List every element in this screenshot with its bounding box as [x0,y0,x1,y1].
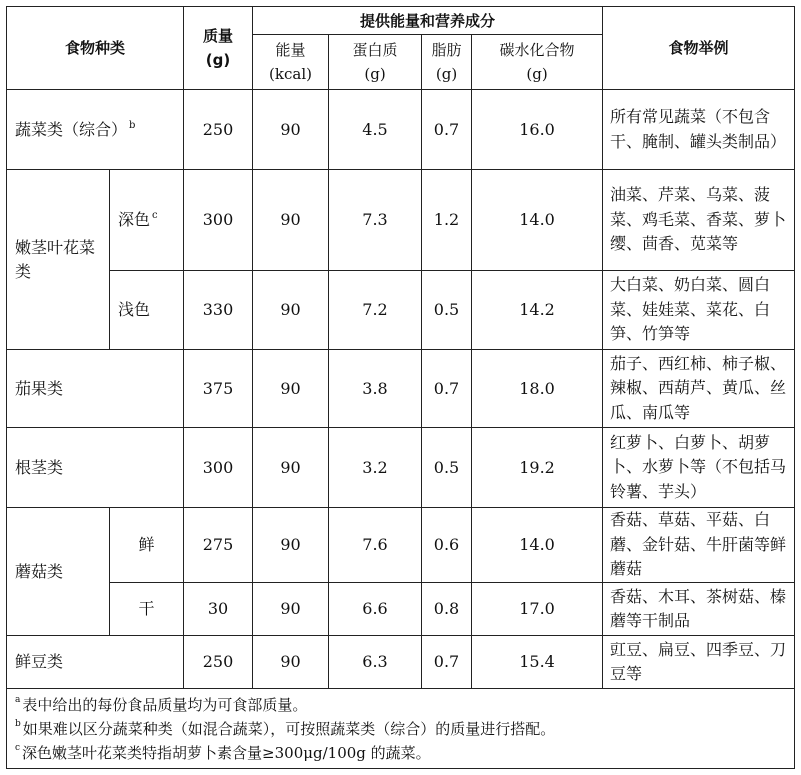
cell-examples: 红萝卜、白萝卜、胡萝卜、水萝卜等（不包括马铃薯、芋头） [603,428,795,508]
cell-examples: 豇豆、扁豆、四季豆、刀豆等 [603,636,795,689]
table-row [7,350,795,428]
footnote-a [15,693,786,717]
row-name-text: 蔬菜类（综合） [15,119,128,139]
cell-energy: 90 [253,508,329,583]
cell-fat: 0.5 [422,271,472,350]
footnotes [7,689,795,769]
header-energy-unit: (kcal) [269,65,312,83]
table-row [7,170,795,271]
header-nutrition-group: 提供能量和营养成分 [253,7,603,35]
cell-carb: 17.0 [472,583,603,636]
cell-examples: 所有常见蔬菜（不包含干、腌制、罐头类制品） [603,90,795,170]
table-row [7,636,795,689]
cell-fat: 0.8 [422,583,472,636]
footnote-mark: b [15,719,21,729]
footnote-mark: c [15,743,21,753]
table-row [7,583,795,636]
row-group-name: 蘑菇类 [7,508,110,636]
row-sub-name: 干 [110,583,184,636]
cell-weight: 250 [184,90,253,170]
vegetable-serving-table [6,6,795,769]
row-sub-name: 鲜 [110,508,184,583]
cell-energy: 90 [253,583,329,636]
header-examples: 食物举例 [603,7,795,90]
table-row [7,271,795,350]
cell-protein: 3.8 [329,350,422,428]
cell-protein: 3.2 [329,428,422,508]
row-sub-text: 深色 [118,210,151,229]
cell-weight: 375 [184,350,253,428]
header-weight [184,7,253,90]
cell-carb: 14.0 [472,170,603,271]
header-row-1 [7,7,795,35]
cell-examples: 茄子、西红柿、柿子椒、辣椒、西葫芦、黄瓜、丝瓜、南瓜等 [603,350,795,428]
cell-examples: 油菜、芹菜、乌菜、菠菜、鸡毛菜、香菜、萝卜缨、茴香、苋菜等 [603,170,795,271]
cell-protein: 7.2 [329,271,422,350]
cell-examples: 香菇、草菇、平菇、白蘑、金针菇、牛肝菌等鲜蘑菇 [603,508,795,583]
cell-fat: 0.5 [422,428,472,508]
header-category: 食物种类 [7,7,184,90]
cell-weight: 275 [184,508,253,583]
footnote-text: 深色嫩茎叶花菜类特指胡萝卜素含量≥300μg/100g 的蔬菜。 [22,744,431,762]
footnote-b [15,717,786,741]
row-name: 茄果类 [7,350,184,428]
header-weight-label: 质量 [203,27,234,45]
cell-energy: 90 [253,170,329,271]
cell-protein: 7.6 [329,508,422,583]
header-energy [253,35,329,90]
row-sub-name: 浅色 [110,271,184,350]
row-group-name: 嫩茎叶花菜类 [7,170,110,350]
cell-energy: 90 [253,350,329,428]
header-protein-label: 蛋白质 [352,41,398,59]
cell-fat: 0.7 [422,350,472,428]
cell-fat: 1.2 [422,170,472,271]
cell-carb: 19.2 [472,428,603,508]
cell-fat: 0.7 [422,90,472,170]
footnote-mark: a [15,695,21,705]
cell-energy: 90 [253,271,329,350]
cell-weight: 300 [184,170,253,271]
cell-protein: 6.6 [329,583,422,636]
cell-fat: 0.6 [422,508,472,583]
table-row [7,90,795,170]
header-fat-unit: (g) [435,65,458,83]
footnote-c [15,741,786,765]
row-name [7,90,184,170]
cell-carb: 14.0 [472,508,603,583]
header-protein [329,35,422,90]
row-name: 鲜豆类 [7,636,184,689]
footnote-mark: c [152,210,158,221]
cell-examples: 大白菜、奶白菜、圆白菜、娃娃菜、菜花、白笋、竹笋等 [603,271,795,350]
header-energy-label: 能量 [275,41,306,59]
header-protein-unit: (g) [364,65,386,83]
cell-protein: 6.3 [329,636,422,689]
header-carb-unit: (g) [526,65,548,83]
row-name: 根茎类 [7,428,184,508]
cell-protein: 4.5 [329,90,422,170]
cell-weight: 300 [184,428,253,508]
header-weight-unit: (g) [205,51,231,69]
table-row [7,508,795,583]
footnotes-row [7,689,795,769]
cell-carb: 14.2 [472,271,603,350]
cell-examples: 香菇、木耳、茶树菇、榛蘑等干制品 [603,583,795,636]
row-sub-name [110,170,184,271]
cell-energy: 90 [253,428,329,508]
cell-energy: 90 [253,90,329,170]
cell-weight: 330 [184,271,253,350]
cell-energy: 90 [253,636,329,689]
footnote-mark: b [129,119,136,131]
cell-fat: 0.7 [422,636,472,689]
header-fat [422,35,472,90]
cell-protein: 7.3 [329,170,422,271]
footnote-text: 表中给出的每份食品质量均为可食部质量。 [22,696,308,714]
header-carb-label: 碳水化合物 [499,41,575,59]
table-row [7,428,795,508]
cell-weight: 250 [184,636,253,689]
cell-carb: 16.0 [472,90,603,170]
header-carb [472,35,603,90]
cell-carb: 15.4 [472,636,603,689]
header-fat-label: 脂肪 [431,41,462,59]
cell-weight: 30 [184,583,253,636]
footnote-text: 如果难以区分蔬菜种类（如混合蔬菜），可按照蔬菜类（综合）的质量进行搭配。 [22,720,556,738]
cell-carb: 18.0 [472,350,603,428]
